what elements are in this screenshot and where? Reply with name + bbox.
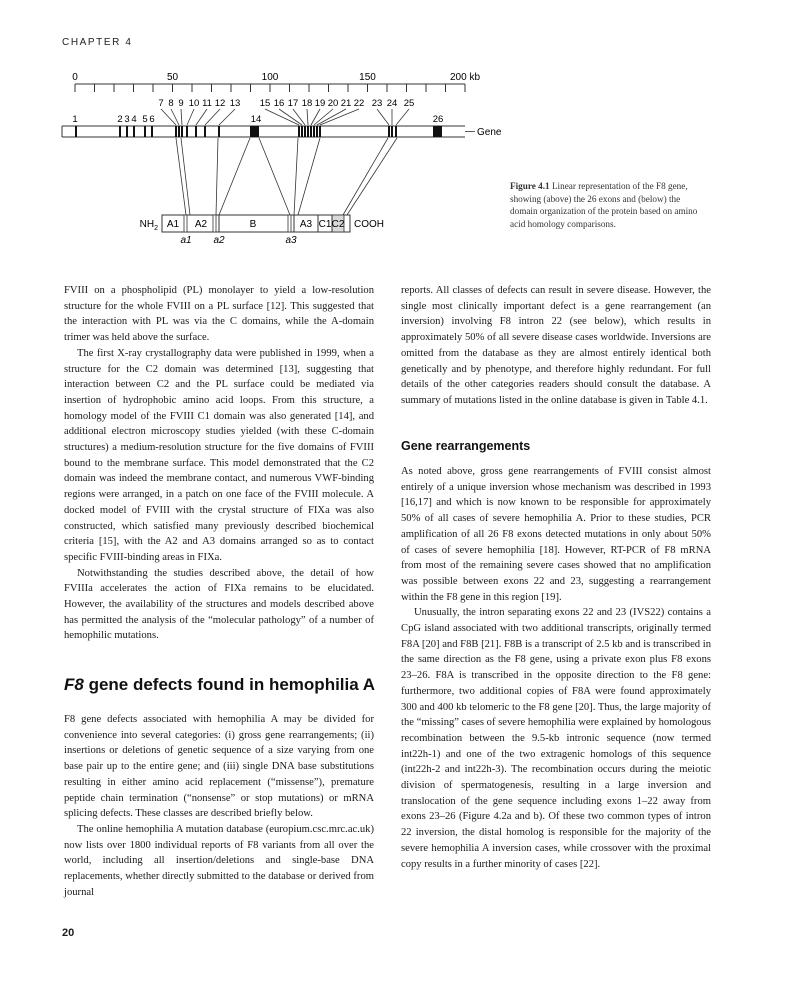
- domain-label: C1: [318, 219, 332, 230]
- exon-label: 3: [124, 114, 130, 125]
- body-paragraph: Notwithstanding the studies described above, the detail of how FVIIIa accelerates the action of FIXa remains to be elucidated. However, the availability of the structures and models described above has permitted the analysis of the “molecular pathology” of a number of hemophilic mutations.: [64, 567, 374, 642]
- body-paragraph: Unusually, the intron separating exons 22 and 23 (IVS22) contains a CpG island associated with two additional transcripts, originally termed F8A [20] and F8B [21]. F8B is a transcript of 2.5 kb and is transcribed in the same direction as the F8 gene, using a private exon plus F8 exons 23–26. F8A is transcribed in the opposite direction to the F8 gene: furthermore, two additional copies of F8A were found approximately 300 and 400 kb telomeric to the F8 gene [20]. Thus, the large majority of the “missing” cases of severe hemophilia were explained by homologous recombination between the 9.5-kb intronic sequence (now termed int22h-1) and one of the two extragenic homologs of this sequence (int22h-2 and int22h-3). The recombination occurs during the meiotic division of spermatogenesis, resulting in a large inversion and translocation of the gene sequence including exons 1–22 away from exons 23–26 (Figure 4.2a and b). Of these two common types of intron 22 inversion, the distal homolog is responsible for the majority of the severe hemophilia A inversion cases, while crossover with the proximal copy results in a further minority of cases [22].: [401, 607, 711, 870]
- body-paragraph: FVIII on a phospholipid (PL) monolayer to yield a low-resolution structure for the whole FVIII on a PL surface [12]. This suggested that the interaction with PL was via the C domains, while the A-domain trimer was held above the surface.: [64, 285, 374, 344]
- f8-gene-figure: [0, 0, 792, 280]
- exon-label: 8: [168, 98, 174, 109]
- body-paragraph: reports. All classes of defects can result in severe disease. However, the single most clinically important defect is a gene rearrangement (an inversion) involving F8 intron 22 (see below), which results in approximately 50% of all severe disease cases worldwide. Inversions are omitted from the database as they are almost entirely identical both genetically and by phenotype, and therefore highly redundant. For full details of the other categories readers should consult the database. A summary of mutations listed in the online database is given in Table 4.1.: [401, 285, 711, 406]
- scale-label: 0: [72, 72, 78, 83]
- exon-label: 23: [371, 98, 383, 109]
- caption-text: Linear representation of the F8 gene, showing (above) the 26 exons and (below) the domain organization of the protein based on amino acid homology comparisons.: [510, 181, 698, 229]
- exon-label: 7: [158, 98, 164, 109]
- exon-label: 10: [188, 98, 200, 109]
- section-heading-gene: F8: [64, 675, 84, 694]
- domain-label: A3: [299, 219, 313, 230]
- acidic-region-label: a1: [180, 235, 192, 246]
- section-heading-text: gene defects found in hemophilia A: [83, 675, 376, 694]
- left-column-section: [64, 712, 374, 900]
- scale-label: 200 kb: [449, 72, 481, 83]
- gene-bar: [62, 126, 475, 137]
- exon-label: 20: [327, 98, 339, 109]
- chapter-header: CHAPTER 4: [62, 37, 133, 48]
- exon-label: 11: [202, 98, 212, 109]
- exon-label: 16: [273, 98, 285, 109]
- exon-label: 4: [131, 114, 137, 125]
- scale-label: 100: [261, 72, 279, 83]
- cooh-terminus-label: COOH: [354, 219, 384, 230]
- left-column: [64, 283, 374, 644]
- body-paragraph: The first X-ray crystallography data were published in 1999, when a structure for the C2 domain was determined [13], suggesting that interaction between C2 and the PL surface could be mediated via insertion of hydrophobic amino acid loops. From this structure, a homology model of the FVIII C1 domain was also generated [14], and additional electron microscopy studies yielded (with these C-domain structures) a medium-resolution structure for the five domains of FVIII bound to the membrane surface. This model demonstrated that the C2 domain was indeed the membrane contact, and numerous VWF-binding regions were arranged, in a patch on one face of the FVIII molecule. A docked model of FVIII with the crystal structure of FIXa was also constructed, which satisfied many previously described biochemical criteria [15], with the A2 and A3 domains arranged so as to contact specific FVIII-binding areas in FIXa.: [64, 347, 374, 563]
- scale-label: 150: [359, 72, 376, 83]
- domain-label: A1: [166, 219, 180, 230]
- domain-label: B: [249, 219, 257, 230]
- exon-label: 2: [117, 114, 123, 125]
- body-paragraph: The online hemophilia A mutation database (europium.csc.mrc.ac.uk) now lists over 1800 individual reports of F8 variants from all over the world, including all insertion/deletions and single-base DNA replacements, whether directly submitted to the database or derived from journal: [64, 823, 374, 898]
- domain-label: C2: [331, 219, 345, 230]
- scale-label: 50: [166, 72, 179, 83]
- right-column: [401, 283, 711, 409]
- nh2-subscript: 2: [154, 225, 158, 232]
- gene-label: Gene: [477, 127, 502, 138]
- subheading: Gene rearrangements: [401, 439, 531, 453]
- nh2-terminus-label: [140, 219, 158, 232]
- exon-label: 21: [340, 98, 352, 109]
- exon-label: 26: [432, 114, 444, 125]
- exon-label: 6: [149, 114, 155, 125]
- domain-label: A2: [194, 219, 208, 230]
- caption-label: Figure 4.1: [510, 181, 550, 191]
- exon-label: 12: [214, 98, 226, 109]
- exon-label: 18: [301, 98, 313, 109]
- exon-label: 14: [250, 114, 262, 125]
- right-column-section: [401, 464, 711, 872]
- body-paragraph: As noted above, gross gene rearrangements of FVIII consist almost entirely of a unique inversion whose mechanism was described in 1993 [16,17] and which is now known to be responsible for approximately 50% of all cases of severe hemophilia A. Prior to these studies, PCR amplification of all 26 F8 exons detected mutations in only about 50% of cases of severe hemophilia [18]. However, RT-PCR of F8 mRNA from most of the remaining severe cases showed that no amplification was possible between exons 22 and 23, suggesting a rearrangement within the F8 gene in this region [19].: [401, 466, 711, 603]
- exon-label: 13: [229, 98, 241, 109]
- exon-label: 22: [353, 98, 365, 109]
- kb-scale-bar: [75, 84, 465, 92]
- exon-label: 5: [142, 114, 148, 125]
- exon-label: 25: [403, 98, 415, 109]
- exon-label: 15: [259, 98, 271, 109]
- acidic-region-label: a3: [285, 235, 297, 246]
- exon-label: 17: [287, 98, 299, 109]
- acidic-region-label: a2: [213, 235, 225, 246]
- exon-label: 19: [314, 98, 326, 109]
- nh2-text: NH: [139, 219, 155, 230]
- page-number: 20: [62, 927, 75, 939]
- exon-label: 24: [386, 98, 398, 109]
- exon-label: 1: [72, 114, 78, 125]
- body-paragraph: F8 gene defects associated with hemophilia A may be divided for convenience into several categories: (i) gross gene rearrangements; (ii) insertions or deletions of genetic sequence of a size varying from one base pair up to the entire gene; and (iii) single DNA base substitutions resulting in either amino acid replacement (“missense”), premature peptide chain termination (“nonsense” or stop mutations) or mRNA splicing defects. These classes are described briefly below.: [64, 714, 374, 820]
- section-heading: [64, 675, 375, 695]
- exon-label: 9: [178, 98, 184, 109]
- figure-caption: [510, 180, 700, 230]
